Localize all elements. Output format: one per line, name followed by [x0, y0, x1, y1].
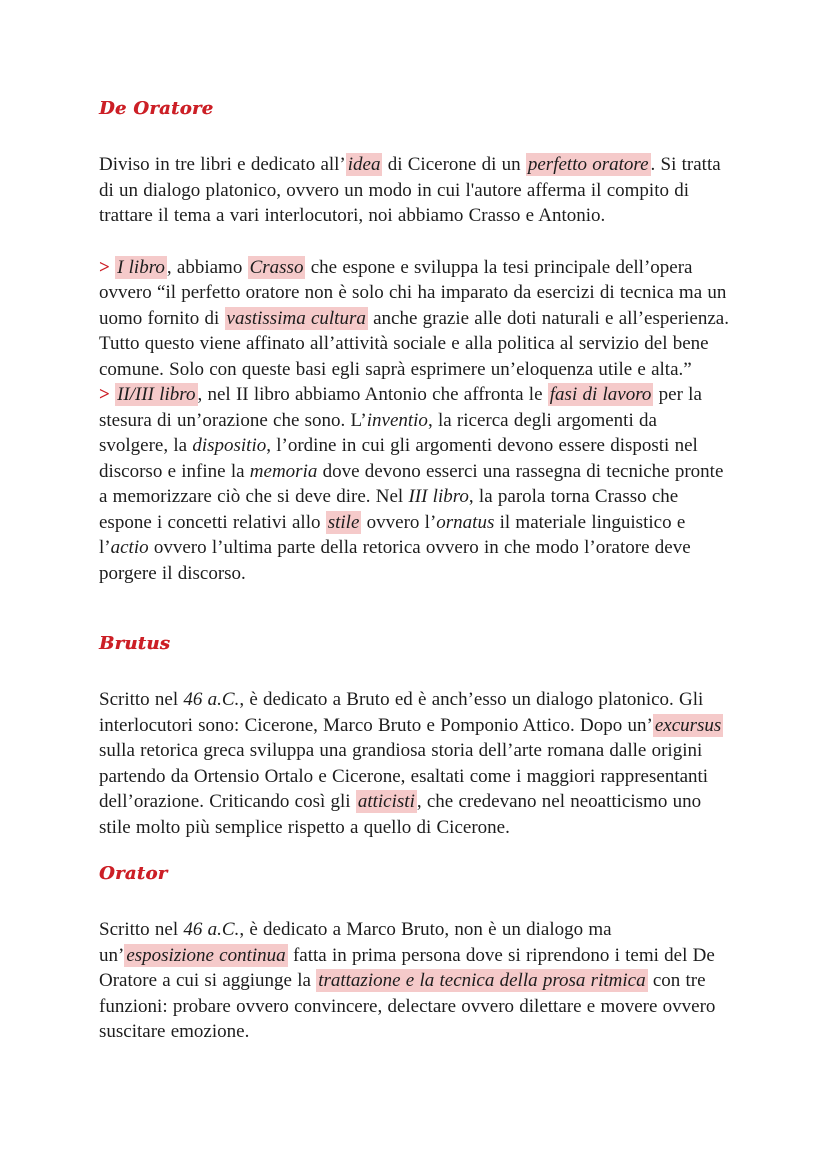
text-run: sulla retorica greca sviluppa una grandiosa storia dell’arte romana dalle origini partendo da Ortensio Ortalo e Cicerone, esaltati come i maggiori rappresentanti dell’orazione. Criticando così gli — [99, 740, 709, 812]
text-run: , che credevano nel neoatticismo uno stile molto più semplice rispetto a quello di Cicerone. — [99, 791, 702, 838]
text-run: Diviso in tre libri e dedicato all’ — [99, 154, 346, 175]
paragraph-brutus — [99, 687, 731, 840]
text-run: vastissima cultura — [226, 307, 366, 329]
text-run: actio — [110, 537, 149, 558]
text-run: II/III libro — [117, 384, 196, 405]
section-brutus — [99, 632, 731, 840]
text-run: stile — [327, 511, 360, 533]
section-orator — [99, 862, 731, 1045]
text-run: fatta in prima persona dove si riprendono i temi del De Oratore a cui si aggiunge la — [99, 944, 715, 991]
text-run: atticisti — [357, 791, 415, 812]
text-run: Scritto nel — [99, 919, 184, 940]
text-run: , è dedicato a Bruto ed è anch’esso un dialogo platonico. Gli interlocutori sono: Cicerone, Marco Bruto e Pomponio Attico. Dopo un’ — [99, 689, 704, 736]
text-run: inventio — [366, 409, 428, 431]
text-run: con tre funzioni: probare ovvero convincere, delectare ovvero dilettare e movere ovvero suscitare emozione. — [99, 970, 716, 1042]
text-run: 46 a.C. — [183, 689, 240, 710]
heading-de-oratore: De Oratore — [99, 98, 214, 119]
text-run: > — [99, 256, 116, 278]
text-run: , l’ordine in cui gli argomenti devono essere disposti nel discorso e infine la — [99, 435, 698, 482]
text-run: che espone e sviluppa la tesi principale dell’opera ovvero “il perfetto oratore non è solo chi ha imparato da esercizi di tecnica ma un uomo fornito di — [99, 256, 727, 329]
text-run: , nel II libro abbiamo Antonio che affronta le — [197, 384, 548, 405]
paragraph-de-oratore-intro — [99, 152, 731, 229]
text-run: memoria — [249, 460, 318, 482]
text-run: ovvero l’ultima parte della retorica ovvero in che modo l’oratore deve porgere il discorso. — [99, 537, 691, 584]
paragraph-orator — [99, 917, 731, 1045]
text-run: excursus — [654, 714, 722, 736]
text-run: . Si tratta di un dialogo platonico, ovvero un modo in cui l'autore afferma il compito di trattare il tema a vari interlocutori, noi abbiamo Crasso e Antonio. — [99, 154, 721, 226]
text-run: di Cicerone di un — [382, 154, 526, 175]
text-run: > — [99, 384, 116, 405]
text-run: esposizione continua — [126, 944, 286, 966]
text-run: il materiale linguistico e l’ — [99, 511, 686, 558]
text-run: Scritto nel — [99, 689, 184, 710]
text-run: ovvero l’ — [361, 511, 437, 533]
section-de-oratore — [99, 97, 731, 586]
text-run: trattazione e la tecnica della prosa ritmica — [318, 970, 646, 991]
heading-brutus: Brutus — [99, 633, 171, 654]
text-run: I libro — [117, 256, 165, 278]
text-run: , è dedicato a Marco Bruto, non è un dialogo ma un’ — [99, 919, 612, 966]
text-run: dove devono esserci una rassegna di tecniche pronte a memorizzare ciò che si deve dire. Nel — [99, 460, 724, 507]
text-run: , la parola torna Crasso che espone i concetti relativi allo — [99, 486, 679, 533]
text-run: , la ricerca degli argomenti da svolgere, la — [99, 409, 657, 456]
text-run: per la stesura di un’orazione che sono. L’ — [99, 384, 702, 431]
paragraph-de-oratore-libri — [99, 255, 731, 587]
text-run: fasi di lavoro — [549, 384, 652, 405]
text-run: anche grazie alle doti naturali e all’esperienza. Tutto questo viene affinato all’attività sociale e alla politica al servizio del bene comune. Solo con queste basi egli saprà esprimere un’eloquenza utile e alta.” — [99, 307, 729, 380]
text-run: perfetto oratore — [527, 154, 649, 175]
text-run: ornatus — [436, 511, 495, 533]
text-run: Crasso — [249, 256, 304, 278]
text-run: III libro — [408, 486, 469, 507]
heading-orator: Orator — [99, 863, 168, 884]
text-run: idea — [347, 154, 381, 175]
text-run: dispositio — [192, 435, 267, 456]
text-run: , abbiamo — [166, 256, 248, 278]
text-run: 46 a.C. — [183, 919, 240, 940]
